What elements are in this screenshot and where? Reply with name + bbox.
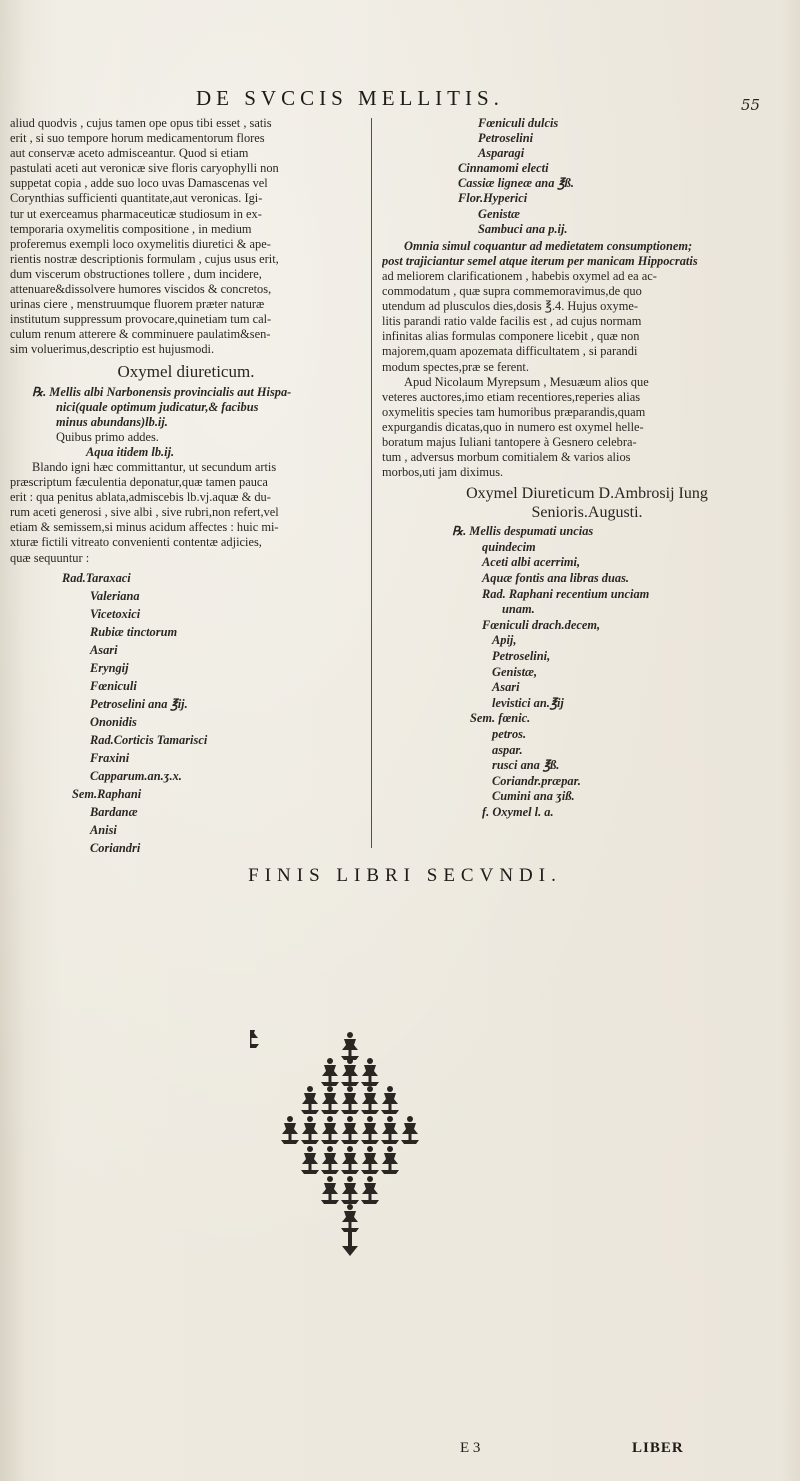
ingredient-item: Asparagi: [478, 146, 525, 161]
section-title-block: [382, 484, 792, 522]
text-line: ad meliorem clarificationem , habebis oxymel ad ea ac-: [382, 268, 657, 283]
ingredient-item: Petroselini: [478, 131, 534, 146]
recipe-line: Aceti albi acerrimi,: [482, 555, 581, 570]
recipe-line: f. Oxymel l. a.: [482, 804, 554, 819]
ingredient-item: Capparum.an.ʒ.x.: [90, 768, 182, 783]
recipe-line: quindecim: [482, 539, 536, 554]
recipe-line: Apij,: [492, 633, 517, 648]
text-line: Blando igni hæc committantur, ut secundum artis: [32, 459, 277, 474]
recipe-block: [382, 524, 792, 820]
ingredient-item: Rad.Taraxaci: [62, 570, 131, 585]
ingredient-item: Rad.Corticis Tamarisci: [90, 732, 208, 747]
recipe-line: ℞. Mellis albi Narbonensis provincialis aut Hispa-: [32, 384, 292, 399]
column-divider: [371, 118, 372, 848]
text-line: institutum suppressum provocare,quinetiam tum cal-: [10, 312, 272, 327]
signature-mark: E 3: [460, 1440, 481, 1456]
text-line: temporaria oxymelitis compositione , in medium: [10, 221, 252, 236]
right-column: [382, 116, 792, 821]
text-line: dum viscerum obstructiones tollere , dum incidere,: [10, 266, 262, 281]
ingredient-list: [10, 569, 362, 857]
ingredient-item: Cinnamomi electi: [458, 161, 549, 176]
text-line: commodatum , quæ supra commemoravimus,de quo: [382, 284, 642, 299]
text-line: etiam & semissem,si minus acidum affectes : huic mi-: [10, 520, 279, 535]
recipe-line: levistici an.℥ij: [492, 695, 564, 710]
method-paragraph: [10, 460, 362, 566]
ingredient-list: [382, 116, 792, 237]
text-line: veteres auctores,imo etiam recentiores,reperies alias: [382, 389, 641, 404]
left-column: [10, 116, 362, 857]
recipe-block: [10, 385, 362, 460]
text-line: aliud quodvis , cujus tamen ope opus tibi esset , satis: [10, 116, 272, 130]
ingredient-item: Eryngij: [90, 660, 129, 675]
text-line: suppetat copia , adde suo loco uvas Damascenas vel: [10, 176, 268, 191]
recipe-line: Coriandr.præpar.: [492, 773, 581, 788]
text-line: xturæ fictili vitreato convenienti contentæ adjicies,: [10, 535, 262, 550]
text-line: attenuare&dissolvere humores viscidos & concretos,: [10, 282, 272, 297]
recipe-line: Rad. Raphani recentium unciam: [482, 586, 650, 601]
text-line: Apud Nicolaum Myrepsum , Mesuæum alios que: [404, 374, 649, 389]
text-line: præscriptum fæculentia deponatur,quæ tamen pauca: [10, 475, 268, 490]
ingredient-item: Petroselini ana ℥ij.: [90, 696, 188, 711]
ingredient-item: Fœniculi dulcis: [478, 116, 559, 130]
ingredient-item: Asari: [90, 642, 118, 657]
recipe-line: ℞. Mellis despumati uncias: [452, 524, 594, 539]
text-line: aut conservæ aceto admisceantur. Quod si etiam: [10, 146, 249, 161]
text-line: rum aceti generosi , sive albi , sive rubri,non refert,vel: [10, 505, 279, 520]
recipe-line: petros.: [492, 726, 527, 741]
ingredient-item: Anisi: [90, 822, 117, 837]
fleuron-ornament-icon: [250, 1030, 450, 1260]
catchword: LIBER: [632, 1440, 684, 1456]
ingredient-item: Flor.Hyperici: [458, 191, 528, 206]
aqua-line: Aqua itidem lb.ij.: [86, 444, 175, 459]
text-line: Omnia simul coquantur ad medietatem consumptionem;: [404, 238, 693, 253]
section-title: Oxymel Diureticum D.Ambrosij Iung: [466, 485, 708, 503]
recipe-line: Cumini ana ʒiß.: [492, 789, 575, 804]
ingredient-item: Rubiæ tinctorum: [90, 624, 178, 639]
text-line: pastulati aceti aut veronicæ sive floris caryophylli non: [10, 161, 279, 176]
ingredient-item: Ononidis: [90, 714, 137, 729]
recipe-line: Fœniculi drach.decem,: [482, 617, 601, 632]
addes-line: Quibus primo addes.: [56, 429, 159, 444]
ingredient-item: Coriandri: [90, 840, 141, 855]
recipe-line: rusci ana ℥ß.: [492, 758, 560, 773]
text-line: Corynthias sufficienti quantitate,aut veronicas. Igi-: [10, 191, 263, 206]
text-line: erit : qua penitus ablata,admiscebis lb.vj.aquæ & du-: [10, 490, 271, 505]
ingredient-item: Sem.Raphani: [72, 786, 142, 801]
recipe-line: Genistæ,: [492, 664, 538, 679]
text-line: quæ sequuntur :: [10, 550, 90, 565]
ingredient-item: Valeriana: [90, 588, 140, 603]
text-line: expurgandis dicatas,quo in numero est oxymel helle-: [382, 419, 644, 434]
recipe-line: Petroselini,: [492, 649, 551, 663]
text-line: morbos,uti jam diximus.: [382, 465, 504, 480]
page-number: 55: [741, 96, 761, 114]
text-line: litis parandi ratio valde facilis est , ad cujus normam: [382, 314, 642, 329]
ingredient-item: Fraxini: [90, 750, 130, 765]
text-line: modum spectes,præ se ferent.: [382, 359, 529, 374]
recipe-line: unam.: [502, 602, 535, 617]
recipe-line: Aquæ fontis ana libras duas.: [482, 571, 630, 586]
recipe-line: Sem. fœnic.: [470, 711, 531, 726]
text-line: tum , adversus morbum comitialem & varios alios: [382, 450, 631, 465]
text-line: majorem,quam apozemata difficultatem , si parandi: [382, 344, 638, 359]
text-line: urinas ciere , menstruumque fluorem præter naturæ: [10, 297, 265, 312]
method-paragraph: [382, 239, 792, 481]
text-line: oxymelitis species tam humoribus præparandis,quam: [382, 404, 646, 419]
text-line: tur ut exerceamus pharmaceuticæ studiosum in ex-: [10, 206, 262, 221]
ingredient-item: Genistæ: [478, 206, 520, 221]
recipe-line: Asari: [492, 680, 520, 695]
text-line: proferemus exempli loco oxymelitis diuretici & ape-: [10, 236, 271, 251]
running-title: DE SVCCIS MELLITIS.: [196, 86, 504, 110]
ingredient-item: Fœniculi: [90, 678, 137, 693]
recipe-line: aspar.: [492, 742, 523, 757]
text-line: infinitas alias formulas componere licebit , quæ non: [382, 329, 640, 344]
intro-paragraph: [10, 116, 362, 358]
recipe-line: nici(quale optimum judicatur,& facibus: [56, 399, 259, 414]
text-line: utendum ad plusculos dies,dosis ℥.4. Hujus oxyme-: [382, 299, 638, 314]
text-line: rientis nostræ descriptionis formulam , cujus usus erit,: [10, 251, 279, 266]
finis-line: FINIS LIBRI SECVNDI.: [248, 865, 562, 886]
ingredient-item: Sambuci ana p.ij.: [478, 221, 568, 236]
recipe-line: minus abundans)lb.ij.: [56, 414, 168, 429]
text-line: boratum majus Iuliani tantopere à Gesnero celebra-: [382, 434, 637, 449]
ingredient-item: Bardanæ: [90, 804, 138, 819]
text-line: erit , si suo tempore horum medicamentorum flores: [10, 131, 265, 146]
ingredient-item: Vicetoxici: [90, 606, 141, 621]
section-title: Oxymel diureticum.: [117, 361, 255, 381]
text-line: post trajiciantur semel atque iterum per manicam Hippocratis: [382, 253, 698, 268]
section-subtitle: Senioris.Augusti.: [531, 504, 643, 522]
ingredient-item: Cassiæ ligneæ ana ℥ß.: [458, 176, 574, 191]
text-line: culum renum atterere & comminuere paulatim&sen-: [10, 327, 271, 342]
text-line: sim voluerimus,descriptio est hujusmodi.: [10, 342, 215, 357]
